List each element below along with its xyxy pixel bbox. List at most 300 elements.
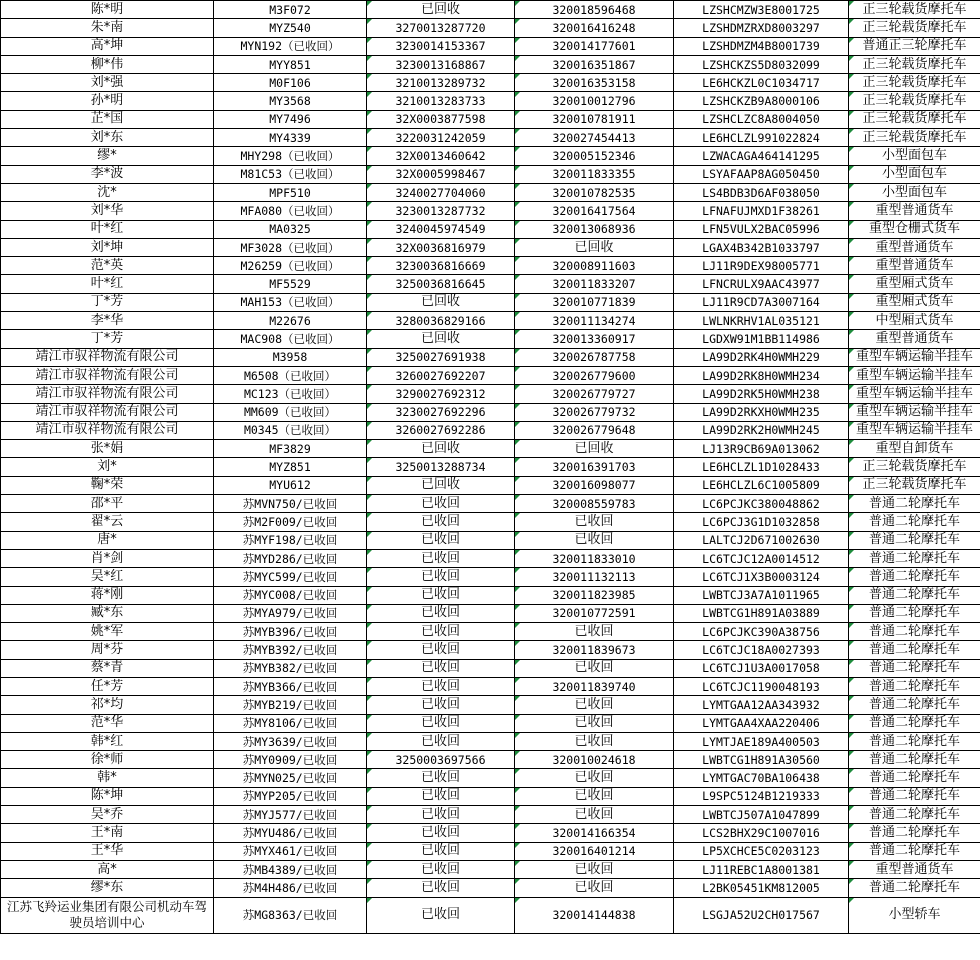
table-cell: 3250027691938 bbox=[367, 348, 515, 366]
table-row bbox=[1, 312, 980, 330]
table-cell: 蒋*刚 bbox=[1, 586, 214, 604]
table-cell: 姚*军 bbox=[1, 623, 214, 641]
table-cell: LE6HCKZL0C1034717 bbox=[674, 74, 849, 92]
table-cell: 320018596468 bbox=[515, 1, 674, 19]
table-cell: LJ11R9DEX98005771 bbox=[674, 257, 849, 275]
table-cell: 普通二轮摩托车 bbox=[849, 531, 980, 549]
table-cell: 已收回 bbox=[367, 677, 515, 695]
table-cell: LE6HCLZL6C1005809 bbox=[674, 476, 849, 494]
table-cell: 重型车辆运输半挂车 bbox=[849, 348, 980, 366]
table-cell: 张*娟 bbox=[1, 440, 214, 458]
table-cell: 320026779732 bbox=[515, 403, 674, 421]
table-cell: 普通二轮摩托车 bbox=[849, 549, 980, 567]
table-cell: 320010772591 bbox=[515, 604, 674, 622]
table-cell: 320010024618 bbox=[515, 751, 674, 769]
table-cell: 320008559783 bbox=[515, 495, 674, 513]
table-cell: 320011833010 bbox=[515, 549, 674, 567]
table-cell: 陈*明 bbox=[1, 1, 214, 19]
table-cell: MF5529 bbox=[214, 275, 367, 293]
table-cell: MM609（已收回） bbox=[214, 403, 367, 421]
table-cell: MAC908（已收回） bbox=[214, 330, 367, 348]
table-cell: LJ11REBC1A8001381 bbox=[674, 860, 849, 878]
table-cell: LZSHDMZM4B8001739 bbox=[674, 37, 849, 55]
table-cell: 刘*强 bbox=[1, 74, 214, 92]
table-cell: 重型普通货车 bbox=[849, 257, 980, 275]
table-cell: 已回收 bbox=[367, 1, 515, 19]
table-row bbox=[1, 348, 980, 366]
table-cell: 高*坤 bbox=[1, 37, 214, 55]
table-row bbox=[1, 165, 980, 183]
table-cell: 已收回 bbox=[515, 879, 674, 897]
table-cell: 韩*红 bbox=[1, 732, 214, 750]
table-cell: 普通二轮摩托车 bbox=[849, 769, 980, 787]
table-cell: 朱*南 bbox=[1, 19, 214, 37]
table-cell: 已收回 bbox=[515, 787, 674, 805]
table-cell: 范*华 bbox=[1, 714, 214, 732]
table-cell: 3270013287720 bbox=[367, 19, 515, 37]
table-cell: LGAX4B342B1033797 bbox=[674, 238, 849, 256]
table-cell: 320016098077 bbox=[515, 476, 674, 494]
table-cell: 32X0013460642 bbox=[367, 147, 515, 165]
table-cell: 任*芳 bbox=[1, 677, 214, 695]
table-cell: 已收回 bbox=[367, 714, 515, 732]
table-cell: 高* bbox=[1, 860, 214, 878]
table-row bbox=[1, 842, 980, 860]
table-row bbox=[1, 1, 980, 19]
table-row bbox=[1, 403, 980, 421]
table-cell: 苏MYJ577/已收回 bbox=[214, 806, 367, 824]
table-cell: 柳*伟 bbox=[1, 55, 214, 73]
table-cell: 已回收 bbox=[367, 293, 515, 311]
table-cell: LWBTCG1H891A30560 bbox=[674, 751, 849, 769]
table-cell: 普通二轮摩托车 bbox=[849, 641, 980, 659]
table-cell: MA0325 bbox=[214, 220, 367, 238]
table-row bbox=[1, 330, 980, 348]
table-cell: 320010782535 bbox=[515, 183, 674, 201]
table-cell: 已收回 bbox=[367, 824, 515, 842]
table-cell: 普通二轮摩托车 bbox=[849, 513, 980, 531]
table-cell: 李*波 bbox=[1, 165, 214, 183]
table-cell: 320016417564 bbox=[515, 202, 674, 220]
table-cell: 重型车辆运输半挂车 bbox=[849, 366, 980, 384]
table-row bbox=[1, 495, 980, 513]
table-row bbox=[1, 549, 980, 567]
table-cell: LFNCRULX9AAC43977 bbox=[674, 275, 849, 293]
table-cell: 已收回 bbox=[367, 513, 515, 531]
table-cell: MYN192（已收回） bbox=[214, 37, 367, 55]
table-cell: 苏MYF198/已收回 bbox=[214, 531, 367, 549]
table-cell: LZSHDMZRXD8003297 bbox=[674, 19, 849, 37]
table-cell: 已收回 bbox=[515, 659, 674, 677]
table-cell: 已回收 bbox=[515, 238, 674, 256]
table-cell: 320016401214 bbox=[515, 842, 674, 860]
table-cell: LYMTGAC70BA106438 bbox=[674, 769, 849, 787]
table-cell: 已收回 bbox=[367, 549, 515, 567]
table-cell: 孙*明 bbox=[1, 92, 214, 110]
table-cell: 3280036829166 bbox=[367, 312, 515, 330]
table-cell: 苏MYB396/已收回 bbox=[214, 623, 367, 641]
table-row bbox=[1, 751, 980, 769]
table-row bbox=[1, 732, 980, 750]
table-cell: LA99D2RKXH0WMH235 bbox=[674, 403, 849, 421]
table-cell: 320016391703 bbox=[515, 458, 674, 476]
table-row bbox=[1, 897, 980, 933]
table-cell: 已回收 bbox=[367, 440, 515, 458]
table-cell: LSGJA52U2CH017567 bbox=[674, 897, 849, 933]
table-row bbox=[1, 604, 980, 622]
table-cell: 蔡*青 bbox=[1, 659, 214, 677]
table-cell: 靖江市驭祥物流有限公司 bbox=[1, 366, 214, 384]
table-cell: LALTCJ2D671002630 bbox=[674, 531, 849, 549]
table-cell: 已收回 bbox=[367, 806, 515, 824]
table-cell: 叶*红 bbox=[1, 275, 214, 293]
table-cell: 徐*师 bbox=[1, 751, 214, 769]
table-row bbox=[1, 421, 980, 439]
table-row bbox=[1, 714, 980, 732]
table-row bbox=[1, 769, 980, 787]
table-cell: 臧*东 bbox=[1, 604, 214, 622]
table-cell: 重型车辆运输半挂车 bbox=[849, 403, 980, 421]
table-cell: 王*南 bbox=[1, 824, 214, 842]
table-row bbox=[1, 202, 980, 220]
table-cell: 320016416248 bbox=[515, 19, 674, 37]
table-cell: LGDXW91M1BB114986 bbox=[674, 330, 849, 348]
table-cell: 苏MB4389/已收回 bbox=[214, 860, 367, 878]
table-cell: 320026779600 bbox=[515, 366, 674, 384]
table-cell: MY3568 bbox=[214, 92, 367, 110]
table-cell: 普通二轮摩托车 bbox=[849, 824, 980, 842]
table-cell: 邵*平 bbox=[1, 495, 214, 513]
table-cell: LFN5VULX2BAC05996 bbox=[674, 220, 849, 238]
table-cell: 已收回 bbox=[367, 732, 515, 750]
table-cell: 3210013289732 bbox=[367, 74, 515, 92]
table-cell: 已收回 bbox=[367, 495, 515, 513]
table-cell: 320010771839 bbox=[515, 293, 674, 311]
table-cell: LWBTCG1H891A03889 bbox=[674, 604, 849, 622]
table-cell: LC6TCJC1190048193 bbox=[674, 677, 849, 695]
table-cell: MC123（已收回） bbox=[214, 385, 367, 403]
table-cell: 靖江市驭祥物流有限公司 bbox=[1, 403, 214, 421]
table-cell: LCS2BHX29C1007016 bbox=[674, 824, 849, 842]
table-cell: M22676 bbox=[214, 312, 367, 330]
table-cell: 3240045974549 bbox=[367, 220, 515, 238]
table-cell: 普通二轮摩托车 bbox=[849, 696, 980, 714]
table-cell: 普通二轮摩托车 bbox=[849, 623, 980, 641]
table-cell: 32X0003877598 bbox=[367, 110, 515, 128]
table-cell: LYMTGAA12AA343932 bbox=[674, 696, 849, 714]
table-cell: 靖江市驭祥物流有限公司 bbox=[1, 421, 214, 439]
table-cell: 320011839673 bbox=[515, 641, 674, 659]
table-cell: 芷*国 bbox=[1, 110, 214, 128]
table-cell: 苏MG8363/已收回 bbox=[214, 897, 367, 933]
table-cell: 已回收 bbox=[515, 440, 674, 458]
table-cell: 周*芬 bbox=[1, 641, 214, 659]
table-cell: LZSHCKZS5D8032099 bbox=[674, 55, 849, 73]
table-cell: 已收回 bbox=[367, 604, 515, 622]
table-cell: 靖江市驭祥物流有限公司 bbox=[1, 385, 214, 403]
table-cell: 普通二轮摩托车 bbox=[849, 659, 980, 677]
table-cell: 已收回 bbox=[367, 842, 515, 860]
table-cell: 320010781911 bbox=[515, 110, 674, 128]
table-cell: LYMTJAE189A400503 bbox=[674, 732, 849, 750]
table-cell: 已收回 bbox=[367, 531, 515, 549]
table-cell: 重型厢式货车 bbox=[849, 293, 980, 311]
table-cell: LYMTGAA4XAA220406 bbox=[674, 714, 849, 732]
table-cell: 重型普通货车 bbox=[849, 330, 980, 348]
table-cell: 已收回 bbox=[367, 879, 515, 897]
table-row bbox=[1, 879, 980, 897]
table-cell: 苏MYB366/已收回 bbox=[214, 677, 367, 695]
table-cell: 小型面包车 bbox=[849, 183, 980, 201]
table-cell: LJ13R9CB69A013062 bbox=[674, 440, 849, 458]
table-cell: 正三轮载货摩托车 bbox=[849, 476, 980, 494]
table-cell: 320005152346 bbox=[515, 147, 674, 165]
table-cell: 已收回 bbox=[515, 623, 674, 641]
table-cell: 已收回 bbox=[367, 586, 515, 604]
table-row bbox=[1, 92, 980, 110]
table-cell: 320016351867 bbox=[515, 55, 674, 73]
table-cell: 已回收 bbox=[367, 330, 515, 348]
table-cell: 刘*坤 bbox=[1, 238, 214, 256]
table-cell: LJ11R9CD7A3007164 bbox=[674, 293, 849, 311]
table-cell: LZSHCMZW3E8001725 bbox=[674, 1, 849, 19]
table-cell: 苏MYU486/已收回 bbox=[214, 824, 367, 842]
table-cell: 3250036816645 bbox=[367, 275, 515, 293]
table-cell: 320011132113 bbox=[515, 568, 674, 586]
table-cell: 鞠*荣 bbox=[1, 476, 214, 494]
table-cell: 3290027692312 bbox=[367, 385, 515, 403]
table-cell: 已收回 bbox=[367, 860, 515, 878]
table-cell: 普通二轮摩托车 bbox=[849, 568, 980, 586]
table-cell: 普通二轮摩托车 bbox=[849, 879, 980, 897]
table-cell: 苏M2F009/已收回 bbox=[214, 513, 367, 531]
table-cell: MFA080（已收回） bbox=[214, 202, 367, 220]
table-cell: 重型普通货车 bbox=[849, 238, 980, 256]
table-cell: M3958 bbox=[214, 348, 367, 366]
table-cell: 李*华 bbox=[1, 312, 214, 330]
table-cell: 苏MVN750/已收回 bbox=[214, 495, 367, 513]
table-cell: 刘* bbox=[1, 458, 214, 476]
table-row bbox=[1, 586, 980, 604]
table-cell: M6508（已收回） bbox=[214, 366, 367, 384]
table-cell: 32X0005998467 bbox=[367, 165, 515, 183]
table-row bbox=[1, 110, 980, 128]
table-cell: LWLNKRHV1AL035121 bbox=[674, 312, 849, 330]
table-cell: LA99D2RK5H0WMH238 bbox=[674, 385, 849, 403]
table-cell: 已收回 bbox=[367, 623, 515, 641]
table-cell: MYZ851 bbox=[214, 458, 367, 476]
table-cell: LC6PCJ3G1D1032858 bbox=[674, 513, 849, 531]
table-cell: 苏MYP205/已收回 bbox=[214, 787, 367, 805]
table-cell: LZSHCKZB9A8000106 bbox=[674, 92, 849, 110]
table-cell: 小型面包车 bbox=[849, 147, 980, 165]
table-row bbox=[1, 860, 980, 878]
table-cell: 普通二轮摩托车 bbox=[849, 732, 980, 750]
table-row bbox=[1, 458, 980, 476]
table-cell: LZSHCLZC8A8004050 bbox=[674, 110, 849, 128]
table-cell: 320008911603 bbox=[515, 257, 674, 275]
table-cell: 320016353158 bbox=[515, 74, 674, 92]
table-cell: M26259（已收回） bbox=[214, 257, 367, 275]
table-cell: 刘*华 bbox=[1, 202, 214, 220]
table-cell: MAH153（已收回） bbox=[214, 293, 367, 311]
table-cell: 苏MYD286/已收回 bbox=[214, 549, 367, 567]
table-cell: 苏MYN025/已收回 bbox=[214, 769, 367, 787]
table-cell: 陈*坤 bbox=[1, 787, 214, 805]
table-cell: 小型轿车 bbox=[849, 897, 980, 933]
table-cell: 普通二轮摩托车 bbox=[849, 806, 980, 824]
table-cell: 苏MY3639/已收回 bbox=[214, 732, 367, 750]
table-cell: 已回收 bbox=[367, 476, 515, 494]
table-row bbox=[1, 257, 980, 275]
table-cell: 苏MY8106/已收回 bbox=[214, 714, 367, 732]
table-cell: LC6TCJ1U3A0017058 bbox=[674, 659, 849, 677]
table-row bbox=[1, 147, 980, 165]
table-cell: LA99D2RK4H0WMH229 bbox=[674, 348, 849, 366]
table-cell: 吴*乔 bbox=[1, 806, 214, 824]
table-cell: LC6PCJKC380048862 bbox=[674, 495, 849, 513]
table-cell: 中型厢式货车 bbox=[849, 312, 980, 330]
table-cell: 苏MYB219/已收回 bbox=[214, 696, 367, 714]
table-cell: 重型仓栅式货车 bbox=[849, 220, 980, 238]
table-cell: LFNAFUJMXD1F38261 bbox=[674, 202, 849, 220]
table-cell: 已收回 bbox=[515, 769, 674, 787]
table-row bbox=[1, 220, 980, 238]
table-cell: MYU612 bbox=[214, 476, 367, 494]
table-cell: 正三轮载货摩托车 bbox=[849, 92, 980, 110]
table-cell: 3260027692207 bbox=[367, 366, 515, 384]
table-cell: LS4BDB3D6AF038050 bbox=[674, 183, 849, 201]
table-cell: 韩* bbox=[1, 769, 214, 787]
table-cell: LC6TCJ1X3B0003124 bbox=[674, 568, 849, 586]
table-cell: 苏MYB392/已收回 bbox=[214, 641, 367, 659]
table-cell: 正三轮载货摩托车 bbox=[849, 110, 980, 128]
table-row bbox=[1, 824, 980, 842]
table-cell: 已收回 bbox=[515, 732, 674, 750]
table-row bbox=[1, 183, 980, 201]
table-cell: 已收回 bbox=[515, 714, 674, 732]
table-cell: 苏MYB382/已收回 bbox=[214, 659, 367, 677]
table-cell: 已收回 bbox=[515, 860, 674, 878]
table-cell: 320014144838 bbox=[515, 897, 674, 933]
table-cell: 靖江市驭祥物流有限公司 bbox=[1, 348, 214, 366]
table-row bbox=[1, 659, 980, 677]
table-cell: 苏MYX461/已收回 bbox=[214, 842, 367, 860]
table-row bbox=[1, 55, 980, 73]
table-cell: 320011833355 bbox=[515, 165, 674, 183]
table-cell: 320010012796 bbox=[515, 92, 674, 110]
table-cell: 苏MY0909/已收回 bbox=[214, 751, 367, 769]
table-row bbox=[1, 129, 980, 147]
table-cell: 普通二轮摩托车 bbox=[849, 586, 980, 604]
table-cell: 江苏飞羚运业集团有限公司机动车驾驶员培训中心 bbox=[1, 897, 214, 933]
table-cell: 320026779727 bbox=[515, 385, 674, 403]
table-cell: LSYAFAAP8AG050450 bbox=[674, 165, 849, 183]
table-cell: 已收回 bbox=[515, 531, 674, 549]
table-cell: 小型面包车 bbox=[849, 165, 980, 183]
table-cell: 刘*东 bbox=[1, 129, 214, 147]
table-cell: 普通二轮摩托车 bbox=[849, 842, 980, 860]
table-row bbox=[1, 366, 980, 384]
table-cell: 3240027704060 bbox=[367, 183, 515, 201]
table-cell: 320011833207 bbox=[515, 275, 674, 293]
table-cell: 3230027692296 bbox=[367, 403, 515, 421]
table-row bbox=[1, 476, 980, 494]
table-cell: 320011839740 bbox=[515, 677, 674, 695]
table-row bbox=[1, 513, 980, 531]
table-row bbox=[1, 641, 980, 659]
table-body bbox=[1, 1, 980, 934]
table-cell: 320014166354 bbox=[515, 824, 674, 842]
table-cell: 320013068936 bbox=[515, 220, 674, 238]
table-cell: 3210013283733 bbox=[367, 92, 515, 110]
table-row bbox=[1, 568, 980, 586]
table-cell: MHY298（已收回） bbox=[214, 147, 367, 165]
table-cell: 重型车辆运输半挂车 bbox=[849, 421, 980, 439]
table-cell: 3250013288734 bbox=[367, 458, 515, 476]
table-row bbox=[1, 787, 980, 805]
table-row bbox=[1, 440, 980, 458]
table-cell: 3230013287732 bbox=[367, 202, 515, 220]
table-cell: 普通二轮摩托车 bbox=[849, 604, 980, 622]
table-cell: 苏M4H486/已收回 bbox=[214, 879, 367, 897]
table-row bbox=[1, 623, 980, 641]
table-cell: 王*华 bbox=[1, 842, 214, 860]
table-cell: 3230036816669 bbox=[367, 257, 515, 275]
table-cell: 肖*剑 bbox=[1, 549, 214, 567]
table-cell: 32X0036816979 bbox=[367, 238, 515, 256]
table-cell: LC6PCJKC390A38756 bbox=[674, 623, 849, 641]
table-cell: 320011823985 bbox=[515, 586, 674, 604]
table-row bbox=[1, 238, 980, 256]
table-cell: 正三轮载货摩托车 bbox=[849, 55, 980, 73]
table-cell: 苏MYC599/已收回 bbox=[214, 568, 367, 586]
table-cell: L9SPC5124B1219333 bbox=[674, 787, 849, 805]
table-cell: 320027454413 bbox=[515, 129, 674, 147]
table-cell: 3250003697566 bbox=[367, 751, 515, 769]
table-cell: M3F072 bbox=[214, 1, 367, 19]
table-cell: 普通正三轮摩托车 bbox=[849, 37, 980, 55]
table-cell: 缪* bbox=[1, 147, 214, 165]
table-cell: 3230014153367 bbox=[367, 37, 515, 55]
table-cell: 320014177601 bbox=[515, 37, 674, 55]
table-cell: 已收回 bbox=[367, 568, 515, 586]
table-cell: LA99D2RK8H0WMH234 bbox=[674, 366, 849, 384]
table-cell: 重型自卸货车 bbox=[849, 440, 980, 458]
table-cell: 已收回 bbox=[367, 787, 515, 805]
table-cell: 3260027692286 bbox=[367, 421, 515, 439]
table-cell: M0F106 bbox=[214, 74, 367, 92]
table-cell: 普通二轮摩托车 bbox=[849, 751, 980, 769]
table-cell: 320013360917 bbox=[515, 330, 674, 348]
table-cell: 3220031242059 bbox=[367, 129, 515, 147]
table-cell: 正三轮载货摩托车 bbox=[849, 458, 980, 476]
table-cell: LC6TCJC18A0027393 bbox=[674, 641, 849, 659]
table-cell: 已收回 bbox=[515, 696, 674, 714]
table-cell: MYZ540 bbox=[214, 19, 367, 37]
table-cell: MY4339 bbox=[214, 129, 367, 147]
table-cell: 320011134274 bbox=[515, 312, 674, 330]
table-cell: 已收回 bbox=[367, 897, 515, 933]
table-cell: 重型普通货车 bbox=[849, 202, 980, 220]
table-row bbox=[1, 19, 980, 37]
table-cell: LZWACAGA464141295 bbox=[674, 147, 849, 165]
table-cell: 正三轮载货摩托车 bbox=[849, 1, 980, 19]
table-cell: LE6HCLZL1D1028433 bbox=[674, 458, 849, 476]
table-cell: LWBTCJ3A7A1011965 bbox=[674, 586, 849, 604]
table-cell: 重型车辆运输半挂车 bbox=[849, 385, 980, 403]
table-cell: 翟*云 bbox=[1, 513, 214, 531]
